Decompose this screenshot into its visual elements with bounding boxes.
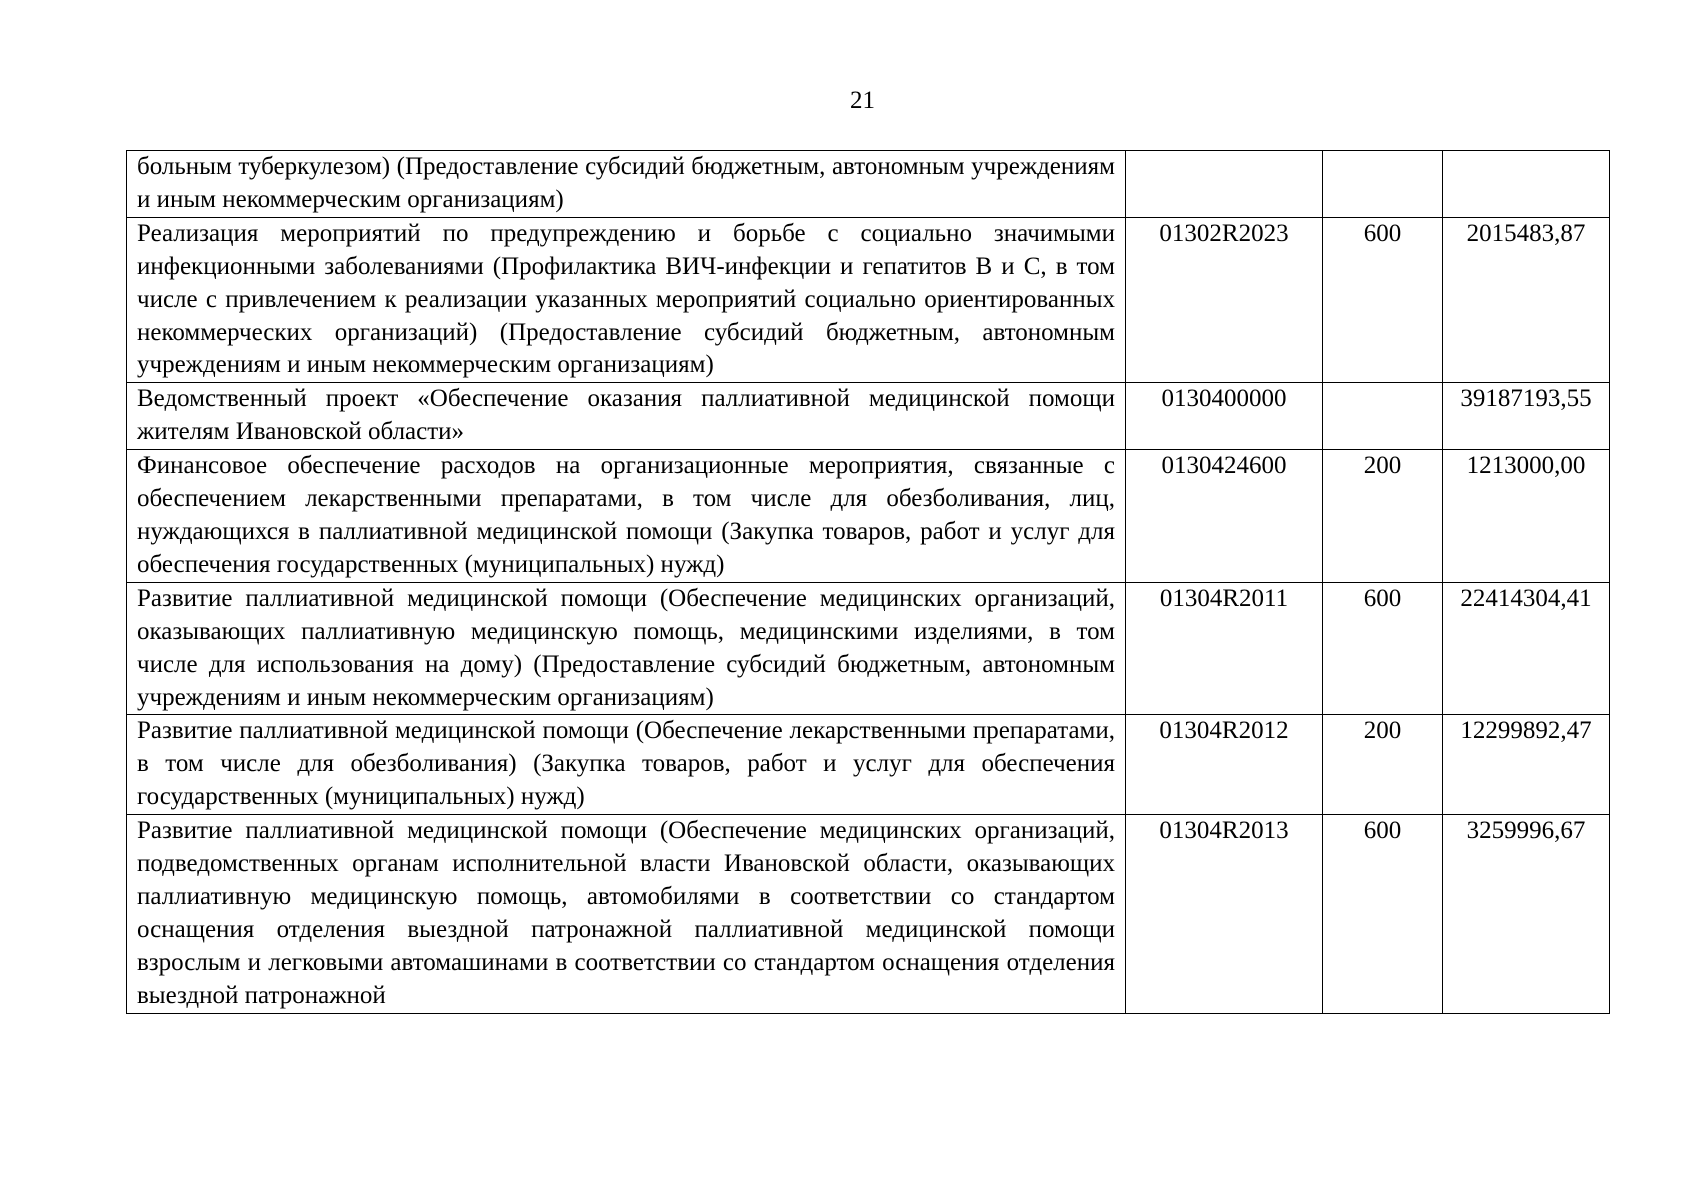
table-row [127,582,1610,715]
expense-name: больным туберкулезом) (Предоставление субсидий бюджетным, автономным учреждениям и иным некоммерческим организациям) [137,153,1115,213]
page-number: 21 [850,87,875,114]
table-row [127,450,1610,583]
target-code-cell [1126,815,1323,1013]
amount-cell [1443,450,1610,583]
expense-type: 200 [1363,717,1402,745]
expense-name: Ведомственный проект «Обеспечение оказания паллиативной медицинской помощи жителям Ивановской области» [137,385,1115,446]
expense-name: Реализация мероприятий по предупреждению и борьбе с социально значимыми инфекционными заболеваниями (Профилактика ВИЧ-инфекции и гепатитов В и С, в том числе с привлечением к реализации указанных мероприятий социально ориентированных некоммерческих организаций) (Предоставление субсидий бюджетным, автономным учреждениям и иным некоммерческим организациям) [137,219,1115,379]
expense-name-cell [127,383,1126,450]
expense-name: Финансовое обеспечение расходов на организационные мероприятия, связанные с обеспечением лекарственными препаратами, в том числе для обезболивания, лиц, нуждающихся в паллиативной медицинской помощи (Закупка товаров, работ и услуг для обеспечения государственных (муниципальных) нужд) [137,452,1115,578]
amount: 22414304,41 [1460,584,1592,612]
target-code-cell [1126,217,1323,383]
expense-type-cell [1323,815,1443,1013]
target-code-cell [1126,151,1323,218]
expense-type-cell [1323,582,1443,715]
target-code: 01304R2012 [1159,717,1289,745]
table-row [127,217,1610,383]
expense-type: 600 [1363,219,1402,247]
amount-cell [1443,582,1610,715]
amount: 1213000,00 [1466,452,1586,480]
target-code: 0130400000 [1161,385,1287,413]
expense-type-cell [1323,217,1443,383]
target-code-cell [1126,715,1323,815]
target-code: 01304R2013 [1159,817,1289,845]
amount-cell [1443,815,1610,1013]
expense-type: 600 [1363,584,1402,612]
budget-table [126,150,1610,1014]
expense-name-cell [127,450,1126,583]
expense-type-cell [1323,151,1443,218]
amount: 39187193,55 [1460,385,1592,413]
table-row [127,151,1610,218]
table-row [127,715,1610,815]
expense-name-cell [127,715,1126,815]
expense-type: 200 [1363,452,1402,480]
expense-name-cell [127,217,1126,383]
target-code: 01302R2023 [1159,219,1289,247]
amount-cell [1443,217,1610,383]
amount-cell [1443,151,1610,218]
amount: 2015483,87 [1466,219,1586,247]
expense-name: Развитие паллиативной медицинской помощи (Обеспечение лекарственными препаратами, в том числе для обезболивания) (Закупка товаров, работ и услуг для обеспечения государственных (муниципальных) нужд) [137,717,1115,811]
expense-type-cell [1323,450,1443,583]
amount: 3259996,67 [1466,817,1586,845]
expense-name-cell [127,151,1126,218]
expense-type: 600 [1363,817,1402,845]
target-code: 01304R2011 [1159,584,1289,612]
expense-name-cell [127,815,1126,1013]
target-code-cell [1126,450,1323,583]
target-code-cell [1126,582,1323,715]
expense-name: Развитие паллиативной медицинской помощи (Обеспечение медицинских организаций, оказывающих паллиативную медицинскую помощь, медицинскими изделиями, в том числе для использования на дому) (Предоставление субсидий бюджетным, автономным учреждениям и иным некоммерческим организациям) [137,584,1115,711]
target-code-cell [1126,383,1323,450]
table-row [127,815,1610,1013]
target-code: 0130424600 [1161,452,1287,480]
amount-cell [1443,715,1610,815]
expense-type-cell [1323,715,1443,815]
expense-name: Развитие паллиативной медицинской помощи (Обеспечение медицинских организаций, подведомственных органам исполнительной власти Ивановской области, оказывающих паллиативную медицинскую помощь, автомобилями в соответствии со стандартом оснащения отделения выездной патронажной паллиативной медицинской помощи взрослым и легковыми автомашинами в соответствии со стандартом оснащения отделения выездной патронажной [137,817,1115,1009]
table-row [127,383,1610,450]
expense-type-cell [1323,383,1443,450]
expense-name-cell [127,582,1126,715]
amount-cell [1443,383,1610,450]
amount: 12299892,47 [1460,717,1592,745]
